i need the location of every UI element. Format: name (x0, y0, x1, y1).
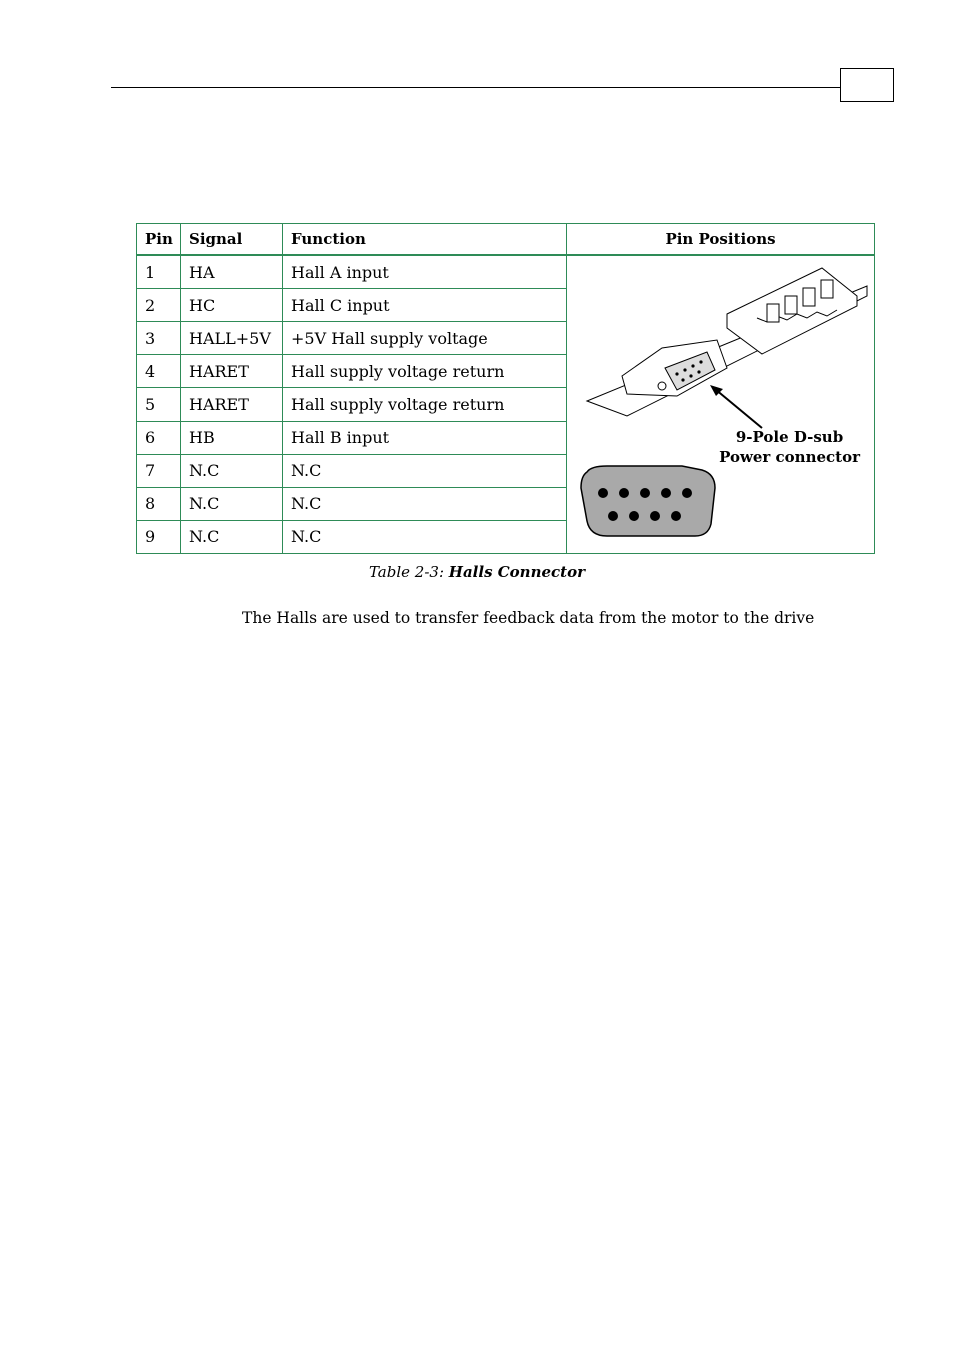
function-cell: Hall C input (283, 289, 567, 322)
signal-cell: HC (181, 289, 283, 322)
dsub-pin-dot (691, 364, 694, 367)
dsub-front-pin (640, 488, 650, 498)
function-cell: Hall supply voltage return (283, 388, 567, 421)
function-cell: Hall supply voltage return (283, 355, 567, 388)
terminal-screw (821, 280, 833, 298)
caption-prefix: Table 2-3: (368, 563, 449, 581)
pin-cell: 3 (137, 322, 181, 355)
pin-cell: 5 (137, 388, 181, 421)
signal-cell: HALL+5V (181, 322, 283, 355)
pin-cell: 6 (137, 421, 181, 454)
pin-cell: 7 (137, 454, 181, 487)
table-caption (0, 563, 954, 581)
pin-positions-figure (567, 255, 875, 554)
dsub-front-view (581, 466, 715, 536)
signal-cell: HARET (181, 388, 283, 421)
callout-line-1: 9-Pole D-sub (735, 428, 844, 446)
pin-cell: 2 (137, 289, 181, 322)
pin-cell: 8 (137, 487, 181, 520)
terminal-screw (785, 296, 797, 314)
halls-connector-table (136, 223, 875, 554)
function-cell: Hall B input (283, 421, 567, 454)
pin-cell: 4 (137, 355, 181, 388)
dsub-front-pin (650, 511, 660, 521)
dsub-front-pin (661, 488, 671, 498)
connector-illustration (567, 256, 873, 553)
dsub-screw (658, 382, 666, 390)
dsub-front-pin (608, 511, 618, 521)
signal-cell: N.C (181, 454, 283, 487)
signal-cell: N.C (181, 487, 283, 520)
function-cell: N.C (283, 487, 567, 520)
dsub-front-pin (671, 511, 681, 521)
page-number-box (840, 68, 894, 102)
signal-cell: HB (181, 421, 283, 454)
function-cell: Hall A input (283, 255, 567, 289)
table-row (137, 255, 875, 289)
table-header-row (137, 224, 875, 256)
caption-title: Halls Connector (448, 563, 586, 581)
dsub-pin-dot (683, 368, 686, 371)
pin-cell: 9 (137, 520, 181, 553)
terminal-screw (767, 304, 779, 322)
dsub-callout-label (719, 427, 860, 467)
header-function: Function (283, 224, 567, 256)
header-pin-positions: Pin Positions (567, 224, 875, 256)
body-paragraph: The Halls are used to transfer feedback data from the motor to the drive (242, 609, 815, 627)
function-cell: N.C (283, 454, 567, 487)
header-pin: Pin (137, 224, 181, 256)
dsub-front-pin (629, 511, 639, 521)
dsub-front-pin (619, 488, 629, 498)
signal-cell: HA (181, 255, 283, 289)
dsub-pin-dot (699, 360, 702, 363)
callout-line-2: Power connector (719, 448, 860, 466)
pin-cell: 1 (137, 255, 181, 289)
dsub-pin-dot (697, 370, 700, 373)
terminal-screw (803, 288, 815, 306)
dsub-pin-dot (675, 372, 678, 375)
signal-cell: HARET (181, 355, 283, 388)
dsub-pin-dot (681, 378, 684, 381)
dsub-front-pin (598, 488, 608, 498)
dsub-pin-dot (689, 374, 692, 377)
header-signal: Signal (181, 224, 283, 256)
function-cell: +5V Hall supply voltage (283, 322, 567, 355)
header-rule (111, 87, 840, 88)
signal-cell: N.C (181, 520, 283, 553)
callout-arrow-line (715, 389, 762, 428)
dsub-front-pin (682, 488, 692, 498)
function-cell: N.C (283, 520, 567, 553)
